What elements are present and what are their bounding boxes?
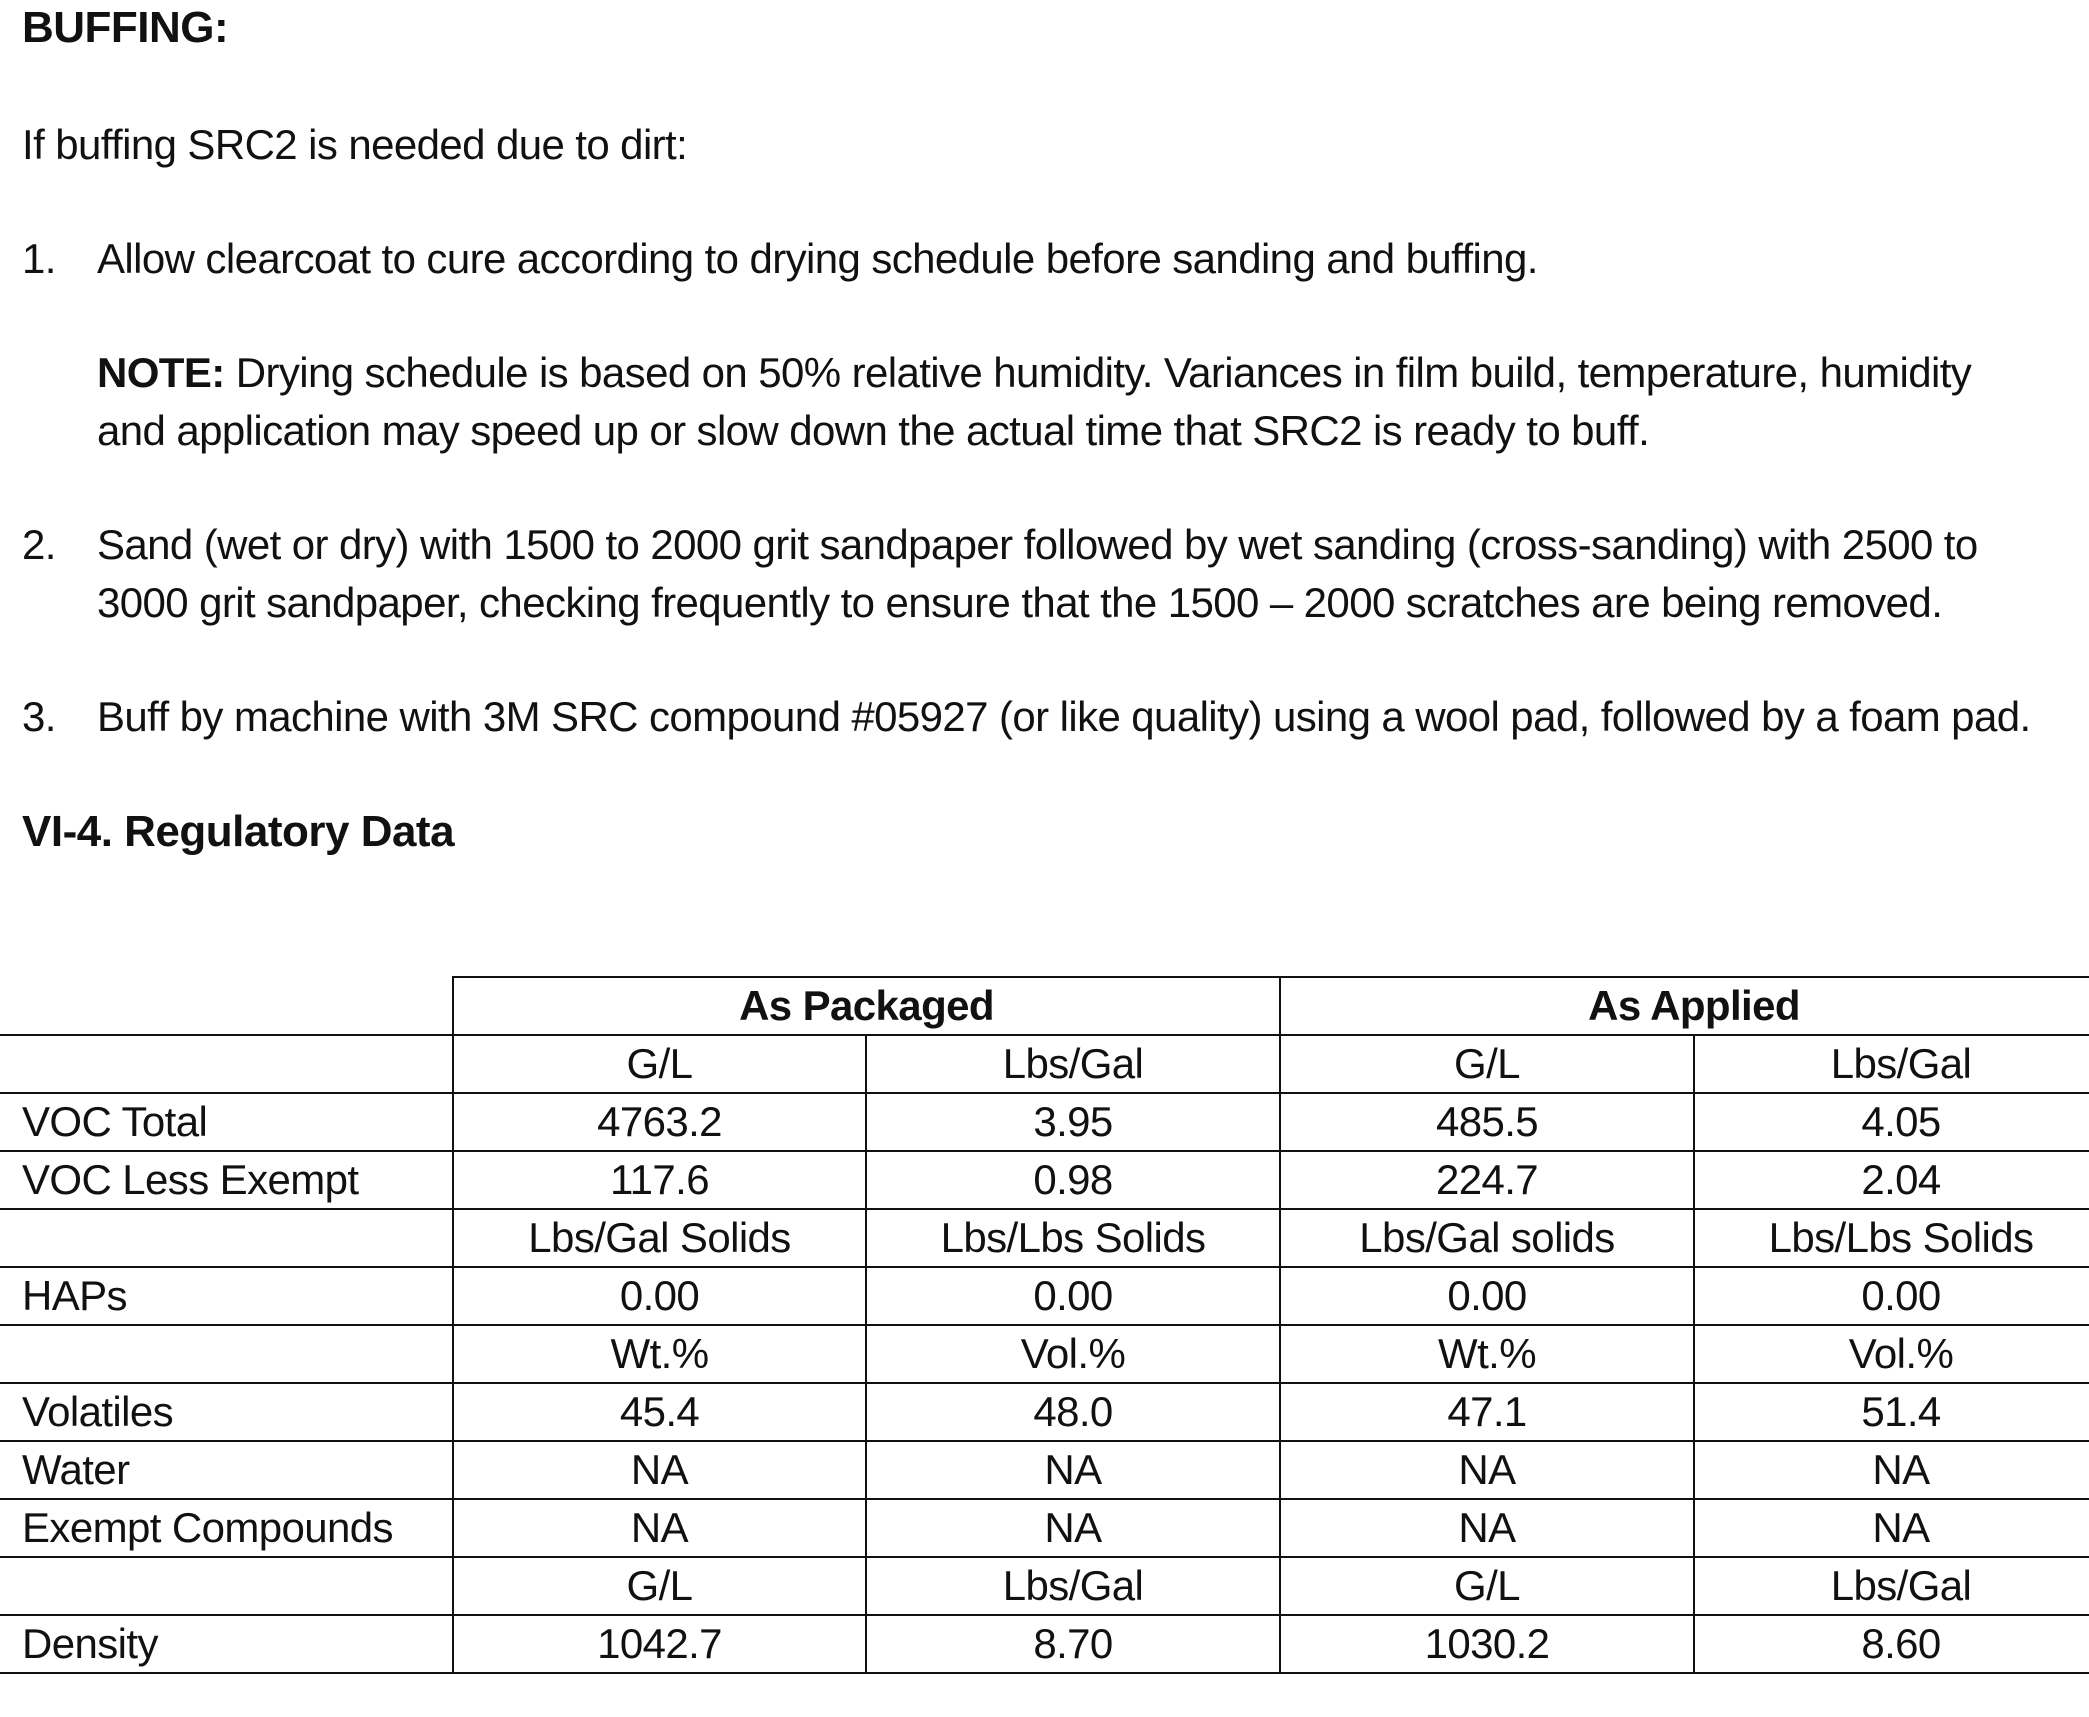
table-row: [0, 1093, 2089, 1151]
table-cell: 45.4: [453, 1383, 866, 1441]
step-number: 2.: [22, 521, 56, 568]
table-cell: Lbs/Gal: [1694, 1557, 2089, 1615]
step-2: [22, 516, 2062, 632]
table-cell: Wt.%: [1280, 1325, 1694, 1383]
row-label: [0, 1325, 453, 1383]
table-row: [0, 1151, 2089, 1209]
row-label: Volatiles: [0, 1383, 453, 1441]
table-cell: 8.70: [866, 1615, 1280, 1673]
table-cell: 0.00: [1280, 1267, 1694, 1325]
table-body: [0, 1035, 2089, 1673]
table-cell: Lbs/Gal: [866, 1035, 1280, 1093]
row-label: Exempt Compounds: [0, 1499, 453, 1557]
table-cell: 4.05: [1694, 1093, 2089, 1151]
table-cell: Vol.%: [866, 1325, 1280, 1383]
table-cell: 48.0: [866, 1383, 1280, 1441]
row-label: VOC Less Exempt: [0, 1151, 453, 1209]
row-label: Density: [0, 1615, 453, 1673]
table-cell: 1042.7: [453, 1615, 866, 1673]
buffing-heading: BUFFING:: [22, 3, 229, 52]
table-row: [0, 1557, 2089, 1615]
table-cell: Lbs/Lbs Solids: [1694, 1209, 2089, 1267]
table-cell: NA: [866, 1499, 1280, 1557]
table-cell: Wt.%: [453, 1325, 866, 1383]
regulatory-table: [0, 976, 2089, 1674]
table-cell: 0.00: [1694, 1267, 2089, 1325]
table-row: [0, 1035, 2089, 1093]
step-text-line-1: Sand (wet or dry) with 1500 to 2000 grit sandpaper followed by wet sanding (cross-sanding) with 2500 to: [97, 521, 1978, 568]
row-label: [0, 1209, 453, 1267]
table-cell: NA: [866, 1441, 1280, 1499]
table-row: [0, 1209, 2089, 1267]
step-1: [22, 230, 2062, 288]
table-cell: NA: [1694, 1441, 2089, 1499]
note-line-1: Drying schedule is based on 50% relative humidity. Variances in film build, temperature, humidity: [224, 349, 1972, 396]
group-header-as-packaged: As Packaged: [453, 977, 1280, 1035]
table-cell: G/L: [453, 1557, 866, 1615]
table-cell: NA: [1280, 1441, 1694, 1499]
table-cell: 4763.2: [453, 1093, 866, 1151]
step-text: Allow clearcoat to cure according to drying schedule before sanding and buffing.: [97, 235, 1538, 282]
table-row: [0, 1325, 2089, 1383]
table-row: [0, 1615, 2089, 1673]
buffing-intro: If buffing SRC2 is needed due to dirt:: [22, 121, 688, 168]
table-cell: 0.98: [866, 1151, 1280, 1209]
table-row: [0, 1267, 2089, 1325]
table-cell: NA: [453, 1499, 866, 1557]
table-cell: Lbs/Gal: [866, 1557, 1280, 1615]
table-cell: 1030.2: [1280, 1615, 1694, 1673]
group-header-as-applied: As Applied: [1280, 977, 2089, 1035]
row-label: HAPs: [0, 1267, 453, 1325]
regulatory-heading: VI-4. Regulatory Data: [22, 807, 455, 856]
table-cell: NA: [1280, 1499, 1694, 1557]
step-text-line-2: 3000 grit sandpaper, checking frequently to ensure that the 1500 – 2000 scratches are being removed.: [97, 579, 1943, 626]
note-line-2: and application may speed up or slow down the actual time that SRC2 is ready to buff.: [97, 407, 1650, 454]
step-number: 1.: [22, 235, 56, 282]
step-text: Buff by machine with 3M SRC compound #05927 (or like quality) using a wool pad, followed by a foam pad.: [97, 693, 2031, 740]
table-cell: 0.00: [453, 1267, 866, 1325]
table-row: [0, 1441, 2089, 1499]
table-cell: 117.6: [453, 1151, 866, 1209]
table-cell: G/L: [453, 1035, 866, 1093]
table-cell: G/L: [1280, 1557, 1694, 1615]
note-label: NOTE:: [97, 349, 225, 396]
table-cell: 51.4: [1694, 1383, 2089, 1441]
row-label: VOC Total: [0, 1093, 453, 1151]
table-cell: NA: [453, 1441, 866, 1499]
table-cell: Lbs/Gal: [1694, 1035, 2089, 1093]
note-block: [97, 344, 1971, 460]
table-cell: 485.5: [1280, 1093, 1694, 1151]
table-cell: 47.1: [1280, 1383, 1694, 1441]
step-number: 3.: [22, 693, 56, 740]
row-label: Water: [0, 1441, 453, 1499]
table-row: [0, 1383, 2089, 1441]
row-label: [0, 1557, 453, 1615]
table-cell: 0.00: [866, 1267, 1280, 1325]
table-cell: G/L: [1280, 1035, 1694, 1093]
table-cell: 224.7: [1280, 1151, 1694, 1209]
table-cell: NA: [1694, 1499, 2089, 1557]
row-label: [0, 1035, 453, 1093]
table-cell: Lbs/Lbs Solids: [866, 1209, 1280, 1267]
table-corner-cell: [0, 977, 453, 1035]
table-group-header-row: [0, 977, 2089, 1035]
table-cell: Lbs/Gal Solids: [453, 1209, 866, 1267]
table-cell: Lbs/Gal solids: [1280, 1209, 1694, 1267]
table-cell: 2.04: [1694, 1151, 2089, 1209]
table-cell: 8.60: [1694, 1615, 2089, 1673]
table-cell: Vol.%: [1694, 1325, 2089, 1383]
table-cell: 3.95: [866, 1093, 1280, 1151]
table-row: [0, 1499, 2089, 1557]
step-3: [22, 688, 2062, 746]
